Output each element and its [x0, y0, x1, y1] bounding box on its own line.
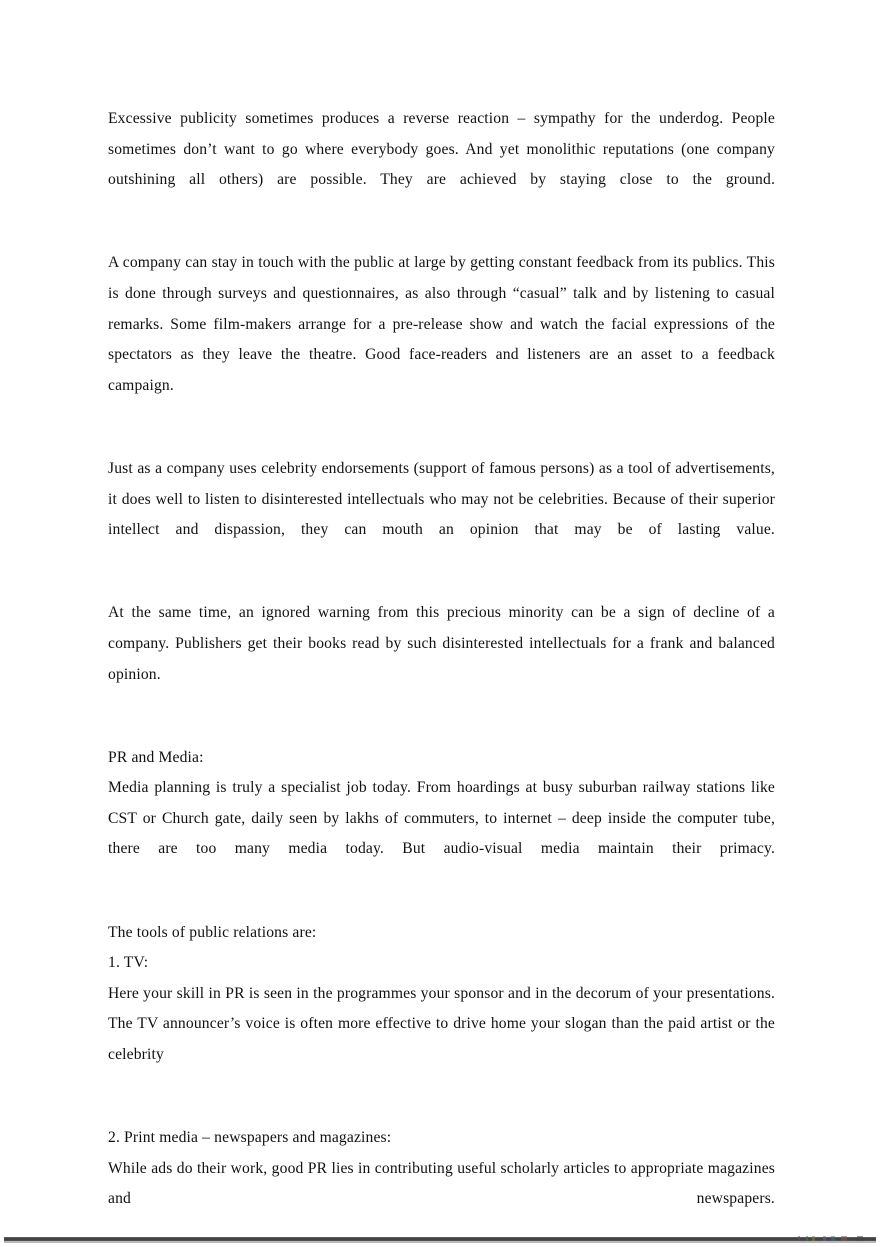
page-text-column — [108, 104, 775, 1246]
section-pr-and-media — [108, 743, 775, 896]
heading-pr-and-media: PR and Media: — [108, 748, 204, 766]
paragraph-company-feedback: A company can stay in touch with the public at large by getting constant feedback from its publics. This is done through surveys and questionnaires, as also through “casual” talk and by listening to casual remarks. Some film-makers arrange for a pre-release show and watch the facial expressions of the spectators as they leave the theatre. Good face-readers and listeners are an asset to a feedback campaign. — [108, 254, 775, 394]
section-tools-of-public-relations — [108, 918, 775, 1102]
paragraph-media-planning: Media planning is truly a specialist job today. From hoardings at busy suburban railway stations like CST or Church gate, daily seen by lakhs of commuters, to internet – deep inside the computer tube, there are too many media today. But audio-visual media maintain their primacy. — [108, 779, 775, 858]
section-print-media — [108, 1123, 775, 1245]
list-item-1-tv: 1. TV: — [108, 954, 149, 972]
heading-tools-of-public-relations: The tools of public relations are: — [108, 923, 317, 941]
paragraph-ignored-warning: At the same time, an ignored warning from this precious minority can be a sign of decline of a company. Publishers get their books read by such disinterested intellectuals for a frank and balanced opinion. — [108, 604, 775, 683]
list-item-2-print-media: 2. Print media – newspapers and magazines: — [108, 1129, 392, 1147]
scan-edge-bar-shadow — [4, 1241, 876, 1243]
scan-color-artifacts — [795, 1236, 875, 1241]
paragraph-tv-skill: Here your skill in PR is seen in the programmes your sponsor and in the decorum of your presentations. The TV announcer’s voice is often more effective to drive home your slogan than the paid artist or the celebrity — [108, 984, 775, 1064]
paragraph-print-media: While ads do their work, good PR lies in contributing useful scholarly articles to appropriate magazines and newspapers. — [108, 1159, 775, 1208]
paragraph-celebrity-endorsements: Just as a company uses celebrity endorsements (support of famous persons) as a tool of advertisements, it does well to listen to disinterested intellectuals who may not be celebrities. Because of their superior intellect and dispassion, they can mouth an opinion that may be of lasting value. — [108, 459, 775, 539]
paragraph-excessive-publicity: Excessive publicity sometimes produces a reverse reaction – sympathy for the underdog. People sometimes don’t want to go where everybody goes. And yet monolithic reputations (one company outshining all others) are possible. They are achieved by staying close to the ground. — [108, 110, 775, 189]
